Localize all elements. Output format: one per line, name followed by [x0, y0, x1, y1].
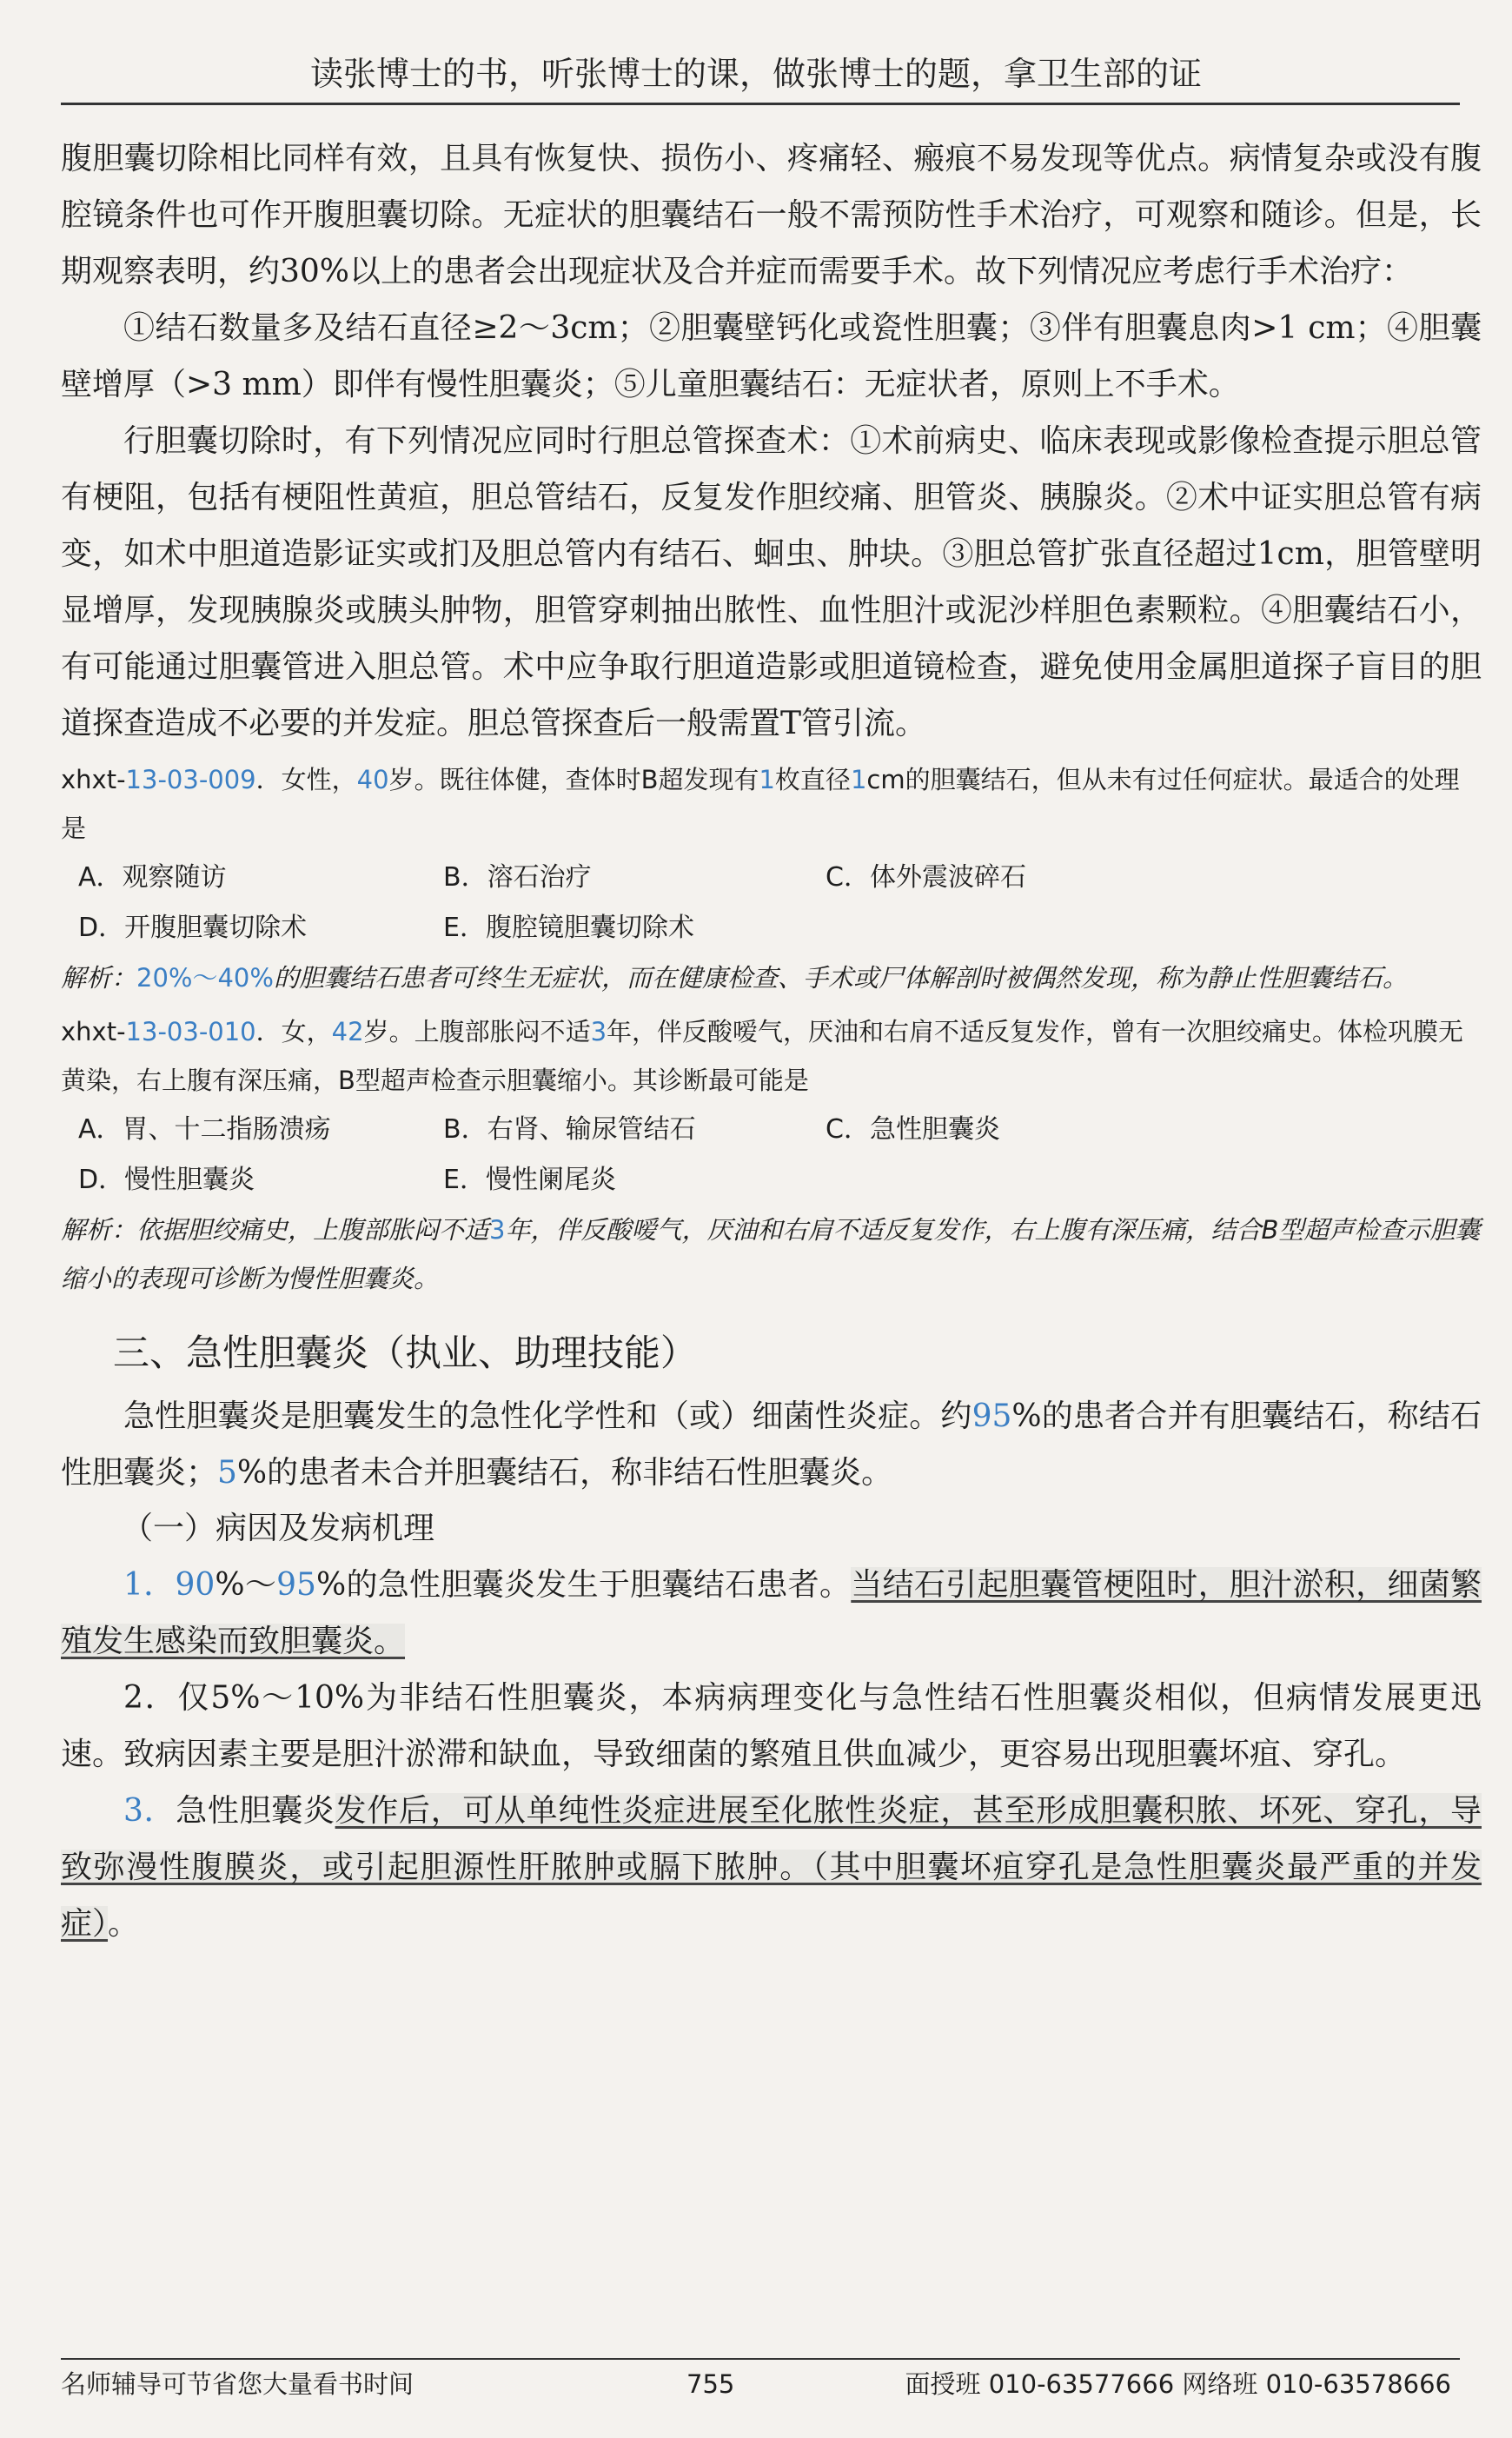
page-footer	[61, 2362, 1451, 2406]
item-value: 90	[175, 1567, 216, 1603]
option-d: D．开腹胆囊切除术	[78, 913, 308, 943]
option-c: C．体外震波碎石	[826, 862, 1026, 893]
item-text: 。	[108, 1906, 140, 1942]
intro-text: 急性胆囊炎是胆囊发生的急性化学性和（或）细菌性炎症。约	[123, 1398, 972, 1434]
paragraph-2: ①结石数量多及结石直径≥2～3cm；②胆囊壁钙化或瓷性胆囊；③伴有胆囊息肉>1 cm；④胆囊壁增厚（>3 mm）即伴有慢性胆囊炎；⑤儿童胆囊结石：无症状者，原则上不手术。	[61, 310, 1482, 402]
item-text: %～	[215, 1567, 277, 1603]
question-1-analysis	[61, 953, 1482, 1002]
question-text: ．女性，	[255, 765, 357, 794]
question-text: 枚直径	[774, 765, 851, 794]
page-content	[61, 130, 1482, 1952]
item-number: 3．	[123, 1793, 176, 1829]
intro-value: 5	[217, 1455, 237, 1491]
option-e: E．腹腔镜胆囊切除术	[443, 913, 694, 943]
item-3	[61, 1783, 1482, 1952]
question-value: 1	[850, 765, 867, 794]
analysis-text: 年，伴反酸嗳气，厌油和右肩不适反复发作，右上腹有深压痛，结合B型超声检查示胆囊缩小的表现可诊断为慢性胆囊炎。	[61, 1215, 1481, 1293]
intro-value: 95	[972, 1398, 1012, 1434]
option-b: B．右肾、输尿管结石	[443, 1114, 696, 1145]
item-value: 95	[276, 1567, 316, 1603]
page-number: 755	[686, 2369, 735, 2399]
question-id-prefix: xhxt-	[61, 765, 126, 794]
analysis-text: 解析：依据胆绞痛史，上腹部胀闷不适	[61, 1215, 490, 1245]
question-text: 年，伴反酸嗳气，厌油和右肩不适反复发作，曾有一次胆绞痛史。体检巩膜无黄染，右上腹有深压痛，B型超声检查示胆囊缩小。其诊断最可能是	[61, 1017, 1464, 1095]
subsection-heading: （一）病因及发病机理	[122, 1511, 435, 1546]
running-header: 读张博士的书，听张博士的课，做张博士的题，拿卫生部的证	[309, 55, 1202, 93]
analysis-value: 3	[489, 1215, 506, 1245]
item-text: %的急性胆囊炎发生于胆囊结石患者。	[315, 1567, 852, 1603]
item-number: 1．	[123, 1567, 176, 1603]
question-1	[61, 755, 1482, 853]
question-id-prefix: xhxt-	[61, 1017, 126, 1046]
question-value: 1	[759, 765, 775, 794]
option-c: C．急性胆囊炎	[826, 1114, 1000, 1145]
question-id-number: 13-03-010	[125, 1017, 256, 1046]
underlined-text: 当结石引起胆囊管梗阻时，胆汁淤积，细菌繁殖发生感染而致胆囊炎。	[61, 1567, 1482, 1659]
question-id-number: 13-03-009	[125, 765, 256, 794]
footer-slogan: 名师辅导可节省您大量看书时间	[61, 2369, 414, 2399]
option-d: D．慢性胆囊炎	[78, 1165, 255, 1195]
footer-rule	[61, 2358, 1460, 2360]
question-2	[61, 1007, 1482, 1105]
question-2-analysis	[61, 1206, 1482, 1303]
question-value: 3	[590, 1017, 607, 1046]
analysis-label: 解析：	[61, 963, 137, 993]
footer-contact: 面授班 010-63577666 网络班 010-63578666	[905, 2369, 1451, 2399]
analysis-value: 20%～40%	[136, 963, 274, 993]
intro-text: %的患者合并有胆囊结石，称结石性胆囊炎；	[61, 1398, 1482, 1491]
analysis-text: 的胆囊结石患者可终生无症状，而在健康检查、手术或尸体解剖时被偶然发现，称为静止性胆囊结石。	[273, 963, 1408, 993]
section-intro	[61, 1388, 1482, 1501]
question-2-options-row2	[61, 1155, 1482, 1206]
header-rule	[61, 103, 1460, 105]
question-text: cm的胆囊结石，但从未有过任何症状。最适合的处理是	[61, 765, 1460, 843]
question-text: ．女，	[255, 1017, 332, 1046]
item-2: 2．仅5%～10%为非结石性胆囊炎，本病病理变化与急性结石性胆囊炎相似，但病情发展更迅速。致病因素主要是胆汁淤滞和缺血，导致细菌的繁殖且供血减少，更容易出现胆囊坏疽、穿孔。	[61, 1680, 1482, 1772]
option-b: B．溶石治疗	[443, 862, 592, 893]
paragraph-3: 行胆囊切除时，有下列情况应同时行胆总管探查术：①术前病史、临床表现或影像检查提示胆总管有梗阻，包括有梗阻性黄疸，胆总管结石，反复发作胆绞痛、胆管炎、胰腺炎。②术中证实胆总管有病变，如术中胆道造影证实或扪及胆总管内有结石、蛔虫、肿块。③胆总管扩张直径超过1cm，胆管壁明显增厚，发现胰腺炎或胰头肿物，胆管穿刺抽出脓性、血性胆汁或泥沙样胆色素颗粒。④胆囊结石小，有可能通过胆囊管进入胆总管。术中应争取行胆道造影或胆道镜检查，避免使用金属胆道探子盲目的胆道探查造成不必要的并发症。胆总管探查后一般需置T管引流。	[61, 423, 1482, 741]
question-text: 岁。既往体健，查体时B超发现有	[388, 765, 759, 794]
question-2-options	[61, 1105, 1482, 1155]
item-1	[61, 1557, 1482, 1670]
question-value: 42	[331, 1017, 364, 1046]
question-value: 40	[356, 765, 389, 794]
question-text: 岁。上腹部胀闷不适	[363, 1017, 591, 1046]
section-heading: 三、急性胆囊炎（执业、助理技能）	[113, 1332, 698, 1374]
option-e: E．慢性阑尾炎	[443, 1165, 616, 1195]
question-1-options	[61, 853, 1482, 903]
intro-text: %的患者未合并胆囊结石，称非结石性胆囊炎。	[236, 1455, 893, 1491]
option-a: A．观察随访	[78, 862, 227, 893]
option-a: A．胃、十二指肠溃疡	[78, 1114, 331, 1145]
item-text: 急性胆囊炎	[176, 1793, 335, 1829]
underlined-text: 发作后，可从单纯性炎症进展至化脓性炎症，甚至形成胆囊积脓、坏死、穿孔，导致弥漫性腹膜炎，或引起胆源性肝脓肿或膈下脓肿。（其中胆囊坏疽穿孔是急性胆囊炎最严重的并发症）	[61, 1793, 1482, 1942]
paragraph-1: 腹胆囊切除相比同样有效，且具有恢复快、损伤小、疼痛轻、瘢痕不易发现等优点。病情复杂或没有腹腔镜条件也可作开腹胆囊切除。无症状的胆囊结石一般不需预防性手术治疗，可观察和随诊。但是，长期观察表明，约30%以上的患者会出现症状及合并症而需要手术。故下列情况应考虑行手术治疗：	[61, 141, 1482, 289]
question-1-options-row2	[61, 903, 1482, 953]
